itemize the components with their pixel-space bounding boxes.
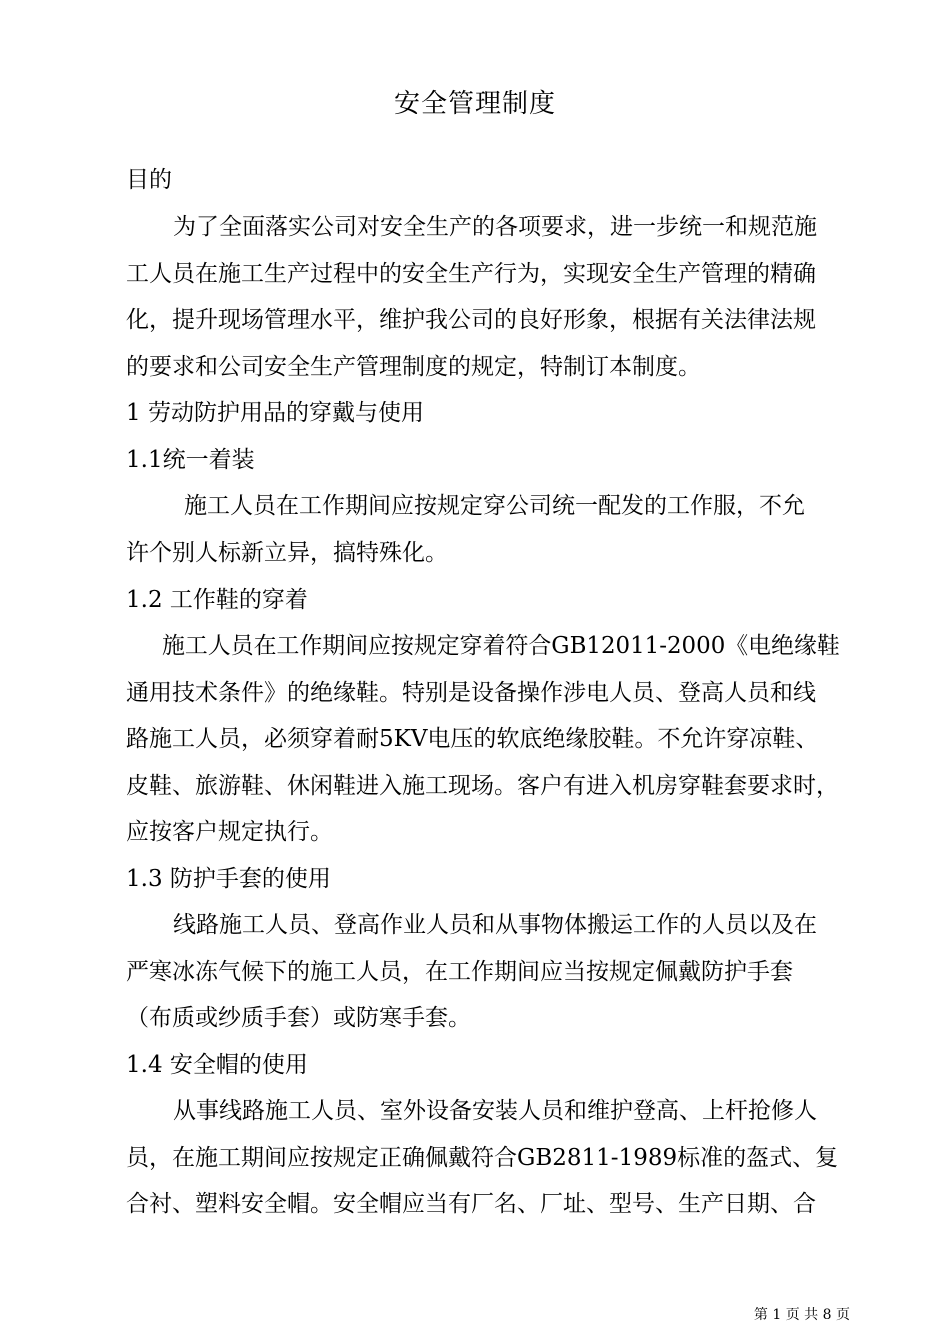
paragraph-line: 应按客户规定执行。 (126, 819, 333, 845)
paragraph-line: 从事线路施工人员、室外设备安装人员和维护登高、上杆抢修人 (173, 1098, 817, 1124)
purpose-line: 工人员在施工生产过程中的安全生产行为，实现安全生产管理的精确 (126, 261, 816, 287)
subsection-heading: 1.1统一着装 (126, 447, 255, 473)
paragraph-line: 合衬、塑料安全帽。安全帽应当有厂名、厂址、型号、生产日期、合 (126, 1191, 816, 1217)
purpose-line: 化，提升现场管理水平，维护我公司的良好形象，根据有关法律法规 (126, 307, 816, 333)
purpose-line: 为了全面落实公司对安全生产的各项要求，进一步统一和规范施 (173, 214, 817, 240)
page-footer: 第 1 页 共 8 页 (753, 1307, 850, 1323)
paragraph-line: （布质或纱质手套）或防寒手套。 (126, 1005, 471, 1031)
paragraph-line: 皮鞋、旅游鞋、休闲鞋进入施工现场。客户有进入机房穿鞋套要求时， (126, 773, 839, 799)
paragraph-line: 线路施工人员、登高作业人员和从事物体搬运工作的人员以及在 (173, 912, 817, 938)
section-heading: 1 劳动防护用品的穿戴与使用 (126, 400, 424, 426)
paragraph-line: 严寒冰冻气候下的施工人员，在工作期间应当按规定佩戴防护手套 (126, 959, 793, 985)
paragraph-line: 施工人员在工作期间应按规定穿公司统一配发的工作服，不允 (184, 493, 805, 519)
subsection-heading: 1.4 安全帽的使用 (126, 1052, 308, 1078)
paragraph-line: 许个别人标新立异，搞特殊化。 (126, 540, 448, 566)
subsection-heading: 1.2 工作鞋的穿着 (126, 587, 308, 613)
document-title: 安全管理制度 (393, 89, 556, 119)
subsection-heading: 1.3 防护手套的使用 (126, 866, 331, 892)
paragraph-line: 施工人员在工作期间应按规定穿着符合GB12011-2000《电绝缘鞋 (162, 633, 840, 659)
purpose-heading: 目的 (126, 167, 172, 193)
paragraph-line: 路施工人员，必须穿着耐5KV电压的软底绝缘胶鞋。不允许穿凉鞋、 (126, 726, 819, 752)
paragraph-line: 通用技术条件》的绝缘鞋。特别是设备操作涉电人员、登高人员和线 (126, 680, 816, 706)
paragraph-line: 员，在施工期间应按规定正确佩戴符合GB2811-1989标准的盔式、复 (126, 1145, 839, 1171)
purpose-line: 的要求和公司安全生产管理制度的规定，特制订本制度。 (126, 354, 701, 380)
